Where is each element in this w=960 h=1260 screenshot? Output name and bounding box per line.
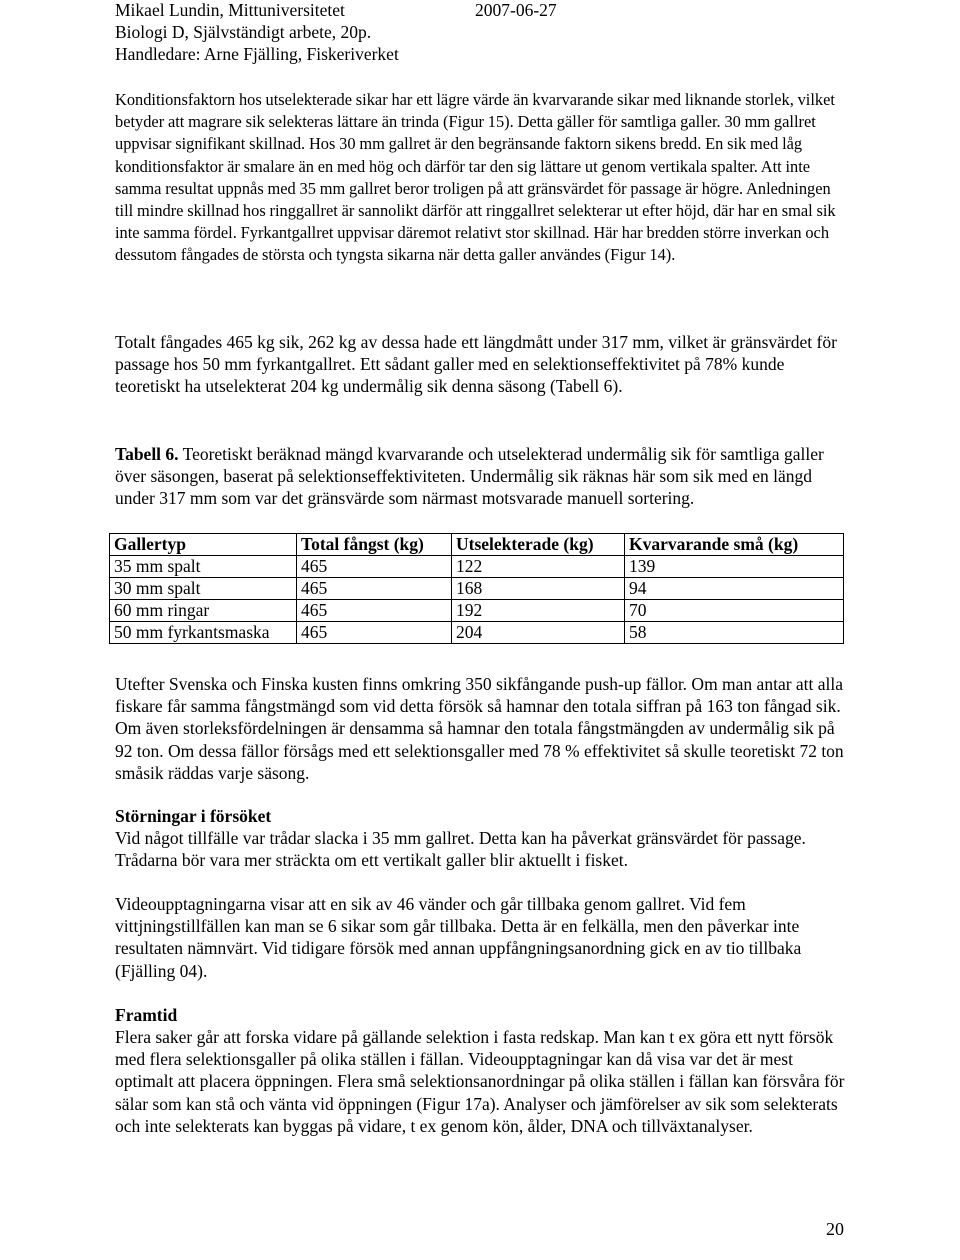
table-header-row [110,534,844,556]
table-cell: 465 [297,556,452,578]
paragraph-condition-factor: Konditionsfaktorn hos utselekterade sikar har ett lägre värde än kvarvarande sikar med liknande storlek, vilket betyder att magrare sik selekteras lättare än trinda (Figur 15). Detta gäller för samtliga galler. 30 mm gallret uppvisar signifikant skillnad. Hos 30 mm gallret är den begränsande faktorn sikens bredd. En sik med låg konditionsfaktor är smalare än en med hög och därför tar den sig lättare ut genom vertikala spalter. Att inte samma resultat uppnås med 35 mm gallret beror troligen på att gränsvärdet för passage är högre. Anledningen till mindre skillnad hos ringgallret är sannolikt därför att ringgallret selekterar ut efter höjd, där har en smal sik inte samma fördel. Fyrkantgallret uppvisar däremot relativt stor skillnad. Här har bredden större inverkan och dessutom fångades de största och tyngsta sikarna när detta galler användes (Figur 14). [115,90,836,265]
table-caption [115,443,847,510]
supervisor-line: Handledare: Arne Fjälling, Fiskeriverket [115,44,399,64]
table-cell: 35 mm spalt [110,556,297,578]
paragraph-push-up-traps: Utefter Svenska och Finska kusten finns omkring 350 sikfångande push-up fällor. Om man antar att alla fiskare får samma fångstmängd som vid detta försök så hamnar den totala siffran på 163 ton fångad sik. Om även storleksfördelningen är densamma så hamnar den totala fångstmängden av undermålig sik på 92 ton. Om dessa fällor försågs med ett selektionsgaller med 78 % effektivitet så skulle teoretiskt 72 ton småsik räddas varje säsong. [115,674,844,783]
table-header-cell: Kvarvarande små (kg) [625,534,844,556]
table-row [110,556,844,578]
paragraph-future-research: Flera saker går att forska vidare på gällande selektion i fasta redskap. Man kan t ex göra ett nytt försök med flera selektionsgaller på olika ställen i fällan. Videoupptagningar kan då visa var det är mest optimalt att placera öppningen. Flera små selektionsanordningar på olika ställen i fällan kan försvåra för sälar som kan stå och vänta vid öppningen (Figur 17a). Analyser och jämförelser av sik som selekterats och inte selekterats kan byggas på vidare, t ex genom kön, ålder, DNA och tillväxtanalyser. [115,1027,845,1136]
table-row [110,622,844,644]
table-cell: 94 [625,578,844,600]
course-line: Biologi D, Självständigt arbete, 20p. [115,22,372,42]
table-cell: 465 [297,578,452,600]
selection-table [109,533,844,644]
table-cell: 60 mm ringar [110,600,297,622]
table-cell: 30 mm spalt [110,578,297,600]
header-date: 2007-06-27 [475,0,557,20]
table-cell: 50 mm fyrkantsmaska [110,622,297,644]
table-row [110,600,844,622]
paragraph-video-recordings: Videoupptagningarna visar att en sik av 46 vänder och går tillbaka genom gallret. Vid fem vittjningstillfällen kan man se 6 sikar som går tillbaka. Detta är en felkälla, men den påverkar inte resultaten nämnvärt. Vid tidigare försök med annan uppfångningsanordning gick en av tio tillbaka (Fjälling 04). [115,894,802,981]
table-row [110,578,844,600]
table-cell: 139 [625,556,844,578]
paragraph-slack-threads: Vid något tillfälle var trådar slacka i 35 mm gallret. Detta kan ha påverkat gränsvärdet för passage. Trådarna bör vara mer sträckta om ett vertikalt galler blir aktuellt i fisket. [115,828,806,871]
table-cell: 465 [297,622,452,644]
table-cell: 70 [625,600,844,622]
table-header-cell: Total fångst (kg) [297,534,452,556]
author-line: Mikael Lundin, Mittuniversitetet [115,0,345,20]
table-cell: 168 [452,578,625,600]
table-cell: 58 [625,622,844,644]
section-heading-future: Framtid [115,1005,178,1025]
table-cell: 192 [452,600,625,622]
table-cell: 465 [297,600,452,622]
table-caption-text: Teoretiskt beräknad mängd kvarvarande och utselekterad undermålig sik för samtliga galler över säsongen, baserat på selektionseffektiviteten. Undermålig sik räknas här som sik med en längd under 317 mm som var det gränsvärde som närmast motsvarade manuell sortering. [115,444,824,509]
page-header [115,0,557,65]
table-header-cell: Gallertyp [110,534,297,556]
page-number: 20 [826,1219,844,1239]
table-cell: 122 [452,556,625,578]
table-cell: 204 [452,622,625,644]
table-caption-label: Tabell 6. [115,444,179,464]
section-heading-disturbances: Störningar i försöket [115,806,272,826]
paragraph-total-catch: Totalt fångades 465 kg sik, 262 kg av dessa hade ett längdmått under 317 mm, vilket är gränsvärdet för passage hos 50 mm fyrkantgallret. Ett sådant galler med en selektionseffektivitet på 78% kunde teoretiskt ha utselekterat 204 kg undermålig sik denna säsong (Tabell 6). [115,332,837,397]
table-header-cell: Utselekterade (kg) [452,534,625,556]
